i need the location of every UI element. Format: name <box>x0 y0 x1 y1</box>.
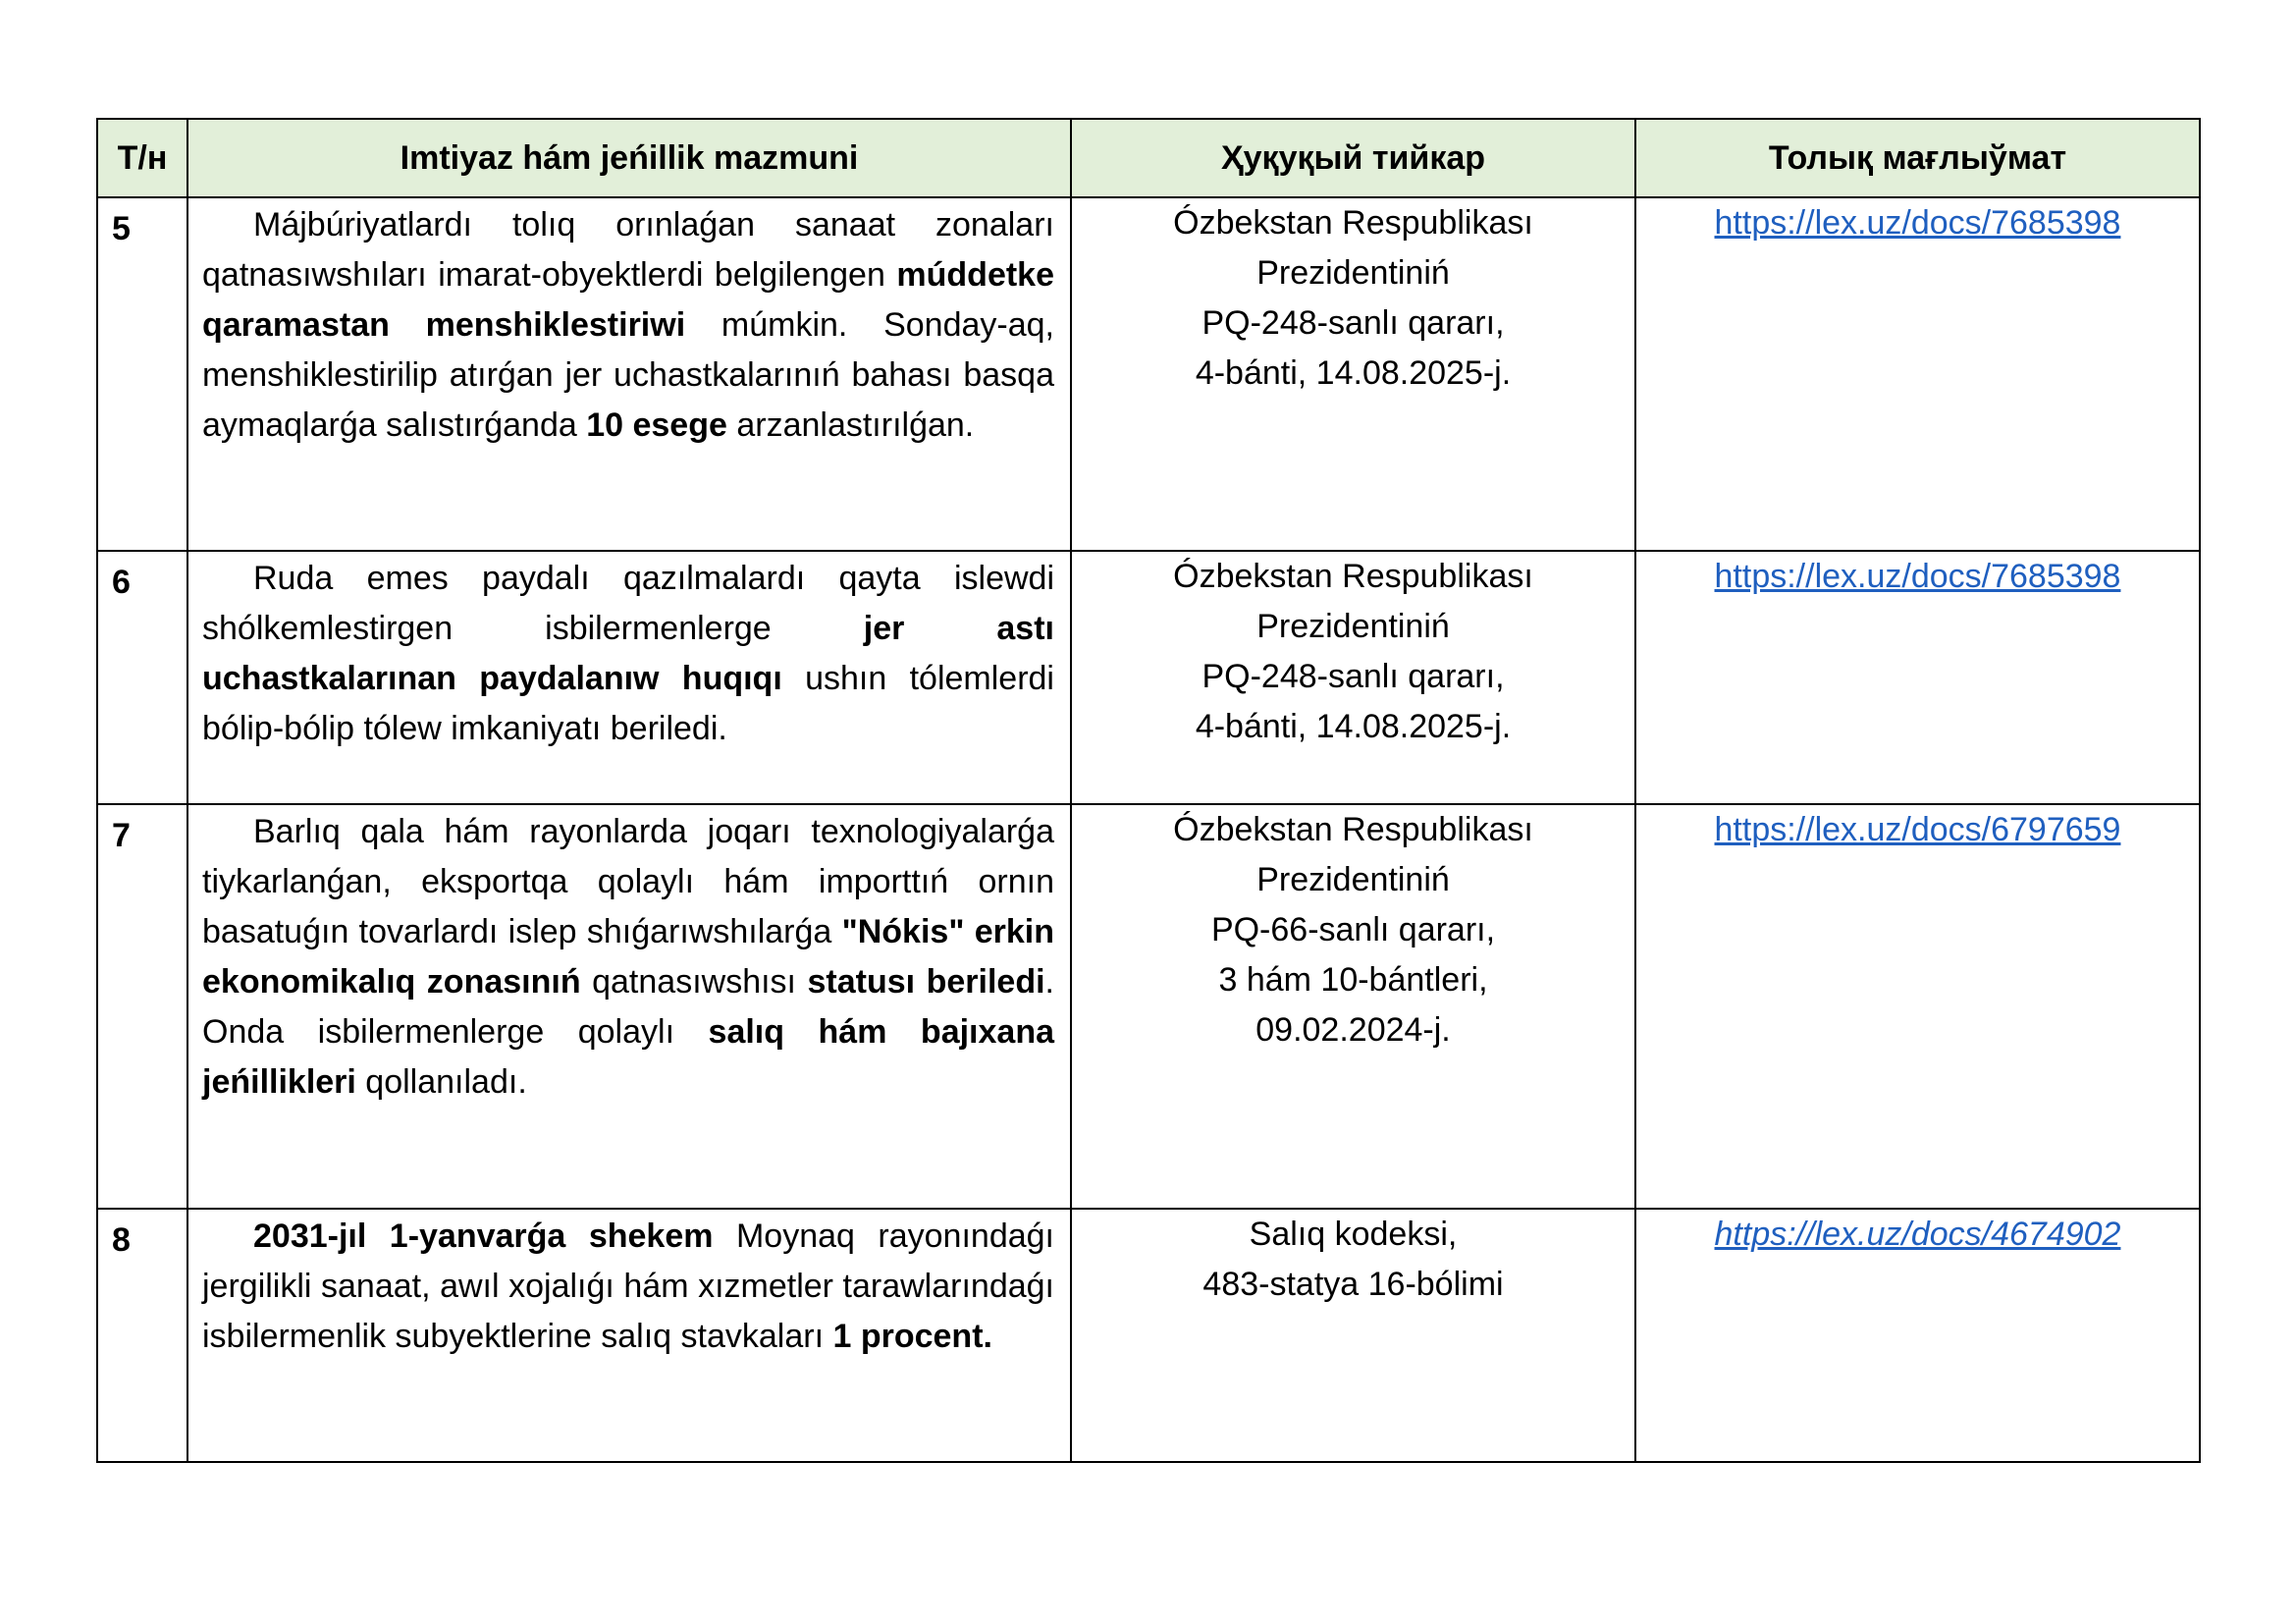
benefit-text-run: qatnasıwshısı <box>580 963 808 1001</box>
benefit-text-run: Barlıq qala hám rayonlarda joqarı texnologiyalarǵa tiykarlanǵan, eksportqa qolaylı hám importtıń ornın basatuǵın tovarlardı islep shıǵarıwshılarǵa <box>202 813 1054 950</box>
header-full-info: Толық мағлыўмат <box>1635 119 2200 197</box>
table-row <box>97 804 2200 1209</box>
lex-uz-link[interactable]: https://lex.uz/docs/7685398 <box>1714 558 2121 595</box>
legal-basis <box>1071 551 1635 804</box>
benefit-text-run: Májbúriyatlardı tolıq orınlaǵan sanaat zonaları qatnasıwshıları imarat-obyektlerdi belgilengen <box>202 206 1054 294</box>
legal-basis-line: 4-bánti, 14.08.2025-j. <box>1195 354 1512 392</box>
row-number: 8 <box>97 1209 187 1462</box>
full-info-cell <box>1635 197 2200 551</box>
row-number: 7 <box>97 804 187 1209</box>
table-row <box>97 197 2200 551</box>
legal-basis-line: Prezidentiniń <box>1256 861 1450 898</box>
full-info-cell <box>1635 804 2200 1209</box>
benefit-text-bold: 10 esege <box>586 406 727 444</box>
header-legal-basis: Ҳуқуқый тийкар <box>1071 119 1635 197</box>
benefit-text-run: ushın tólemlerdi bólip-bólip tólew imkaniyatı beriledi. <box>202 660 1054 747</box>
header-row <box>97 119 2200 197</box>
benefit-text-run: . Onda isbilermenlerge qolaylı <box>202 963 1054 1051</box>
table-body <box>97 197 2200 1462</box>
legal-basis-line: Ózbekstan Respublikası <box>1173 558 1533 595</box>
lex-uz-link[interactable]: https://lex.uz/docs/4674902 <box>1714 1216 2121 1253</box>
benefit-text <box>202 807 1054 1108</box>
benefit-text-run: qollanıladı. <box>355 1063 527 1101</box>
benefit-text-bold: "Nókis" erkin ekonomikalıq zonasınıń <box>202 913 1054 1001</box>
legal-basis-line: 4-bánti, 14.08.2025-j. <box>1195 708 1512 745</box>
legal-basis-line: 09.02.2024-j. <box>1255 1011 1451 1049</box>
legal-basis-line: Prezidentiniń <box>1256 608 1450 645</box>
benefit-text-bold: salıq hám bajıxana jeńillikleri <box>202 1013 1054 1101</box>
header-content: Imtiyaz hám jeńillik mazmuni <box>187 119 1071 197</box>
benefit-text-run: arzanlastırılǵan. <box>726 406 975 444</box>
lex-uz-link[interactable]: https://lex.uz/docs/6797659 <box>1714 811 2121 848</box>
legal-basis-line: Ózbekstan Respublikası <box>1173 204 1533 242</box>
legal-basis-line: 483-statya 16-bólimi <box>1202 1266 1504 1303</box>
legal-basis-line: PQ-248-sanlı qararı, <box>1201 658 1505 695</box>
table-row <box>97 551 2200 804</box>
benefit-text <box>202 554 1054 754</box>
benefit-text-bold: 2031-jıl 1-yanvarǵa shekem <box>253 1218 714 1255</box>
benefit-text-run: múmkin. Sonday-aq, menshiklestirilip atırǵan jer uchastkalarınıń bahası basqa aymaqlarǵa salıstırǵanda <box>202 306 1054 444</box>
full-info-cell <box>1635 1209 2200 1462</box>
benefits-table <box>96 118 2201 1463</box>
benefit-content <box>187 804 1071 1209</box>
legal-basis-line: PQ-66-sanlı qararı, <box>1210 911 1496 948</box>
table-row <box>97 1209 2200 1462</box>
benefit-text <box>202 1212 1054 1362</box>
benefit-content <box>187 1209 1071 1462</box>
full-info-cell <box>1635 551 2200 804</box>
legal-basis-line: Ózbekstan Respublikası <box>1173 811 1533 848</box>
benefit-text <box>202 200 1054 451</box>
lex-uz-link[interactable]: https://lex.uz/docs/7685398 <box>1714 204 2121 242</box>
benefit-text-bold: múddetke qaramastan menshiklestiriwi <box>202 256 1054 344</box>
table-header <box>97 119 2200 197</box>
legal-basis <box>1071 1209 1635 1462</box>
benefit-text-bold: 1 procent. <box>832 1318 992 1355</box>
benefit-content <box>187 551 1071 804</box>
legal-basis <box>1071 197 1635 551</box>
legal-basis-line: 3 hám 10-bántleri, <box>1218 961 1488 999</box>
row-number: 6 <box>97 551 187 804</box>
benefit-content <box>187 197 1071 551</box>
header-num: Т/н <box>97 119 187 197</box>
benefit-text-run: Ruda emes paydalı qazılmalardı qayta islewdi shólkemlestirgen isbilermenlerge <box>202 560 1054 647</box>
benefit-text-run: Moynaq rayonındaǵı jergilikli sanaat, awıl xojalıǵı hám xızmetler tarawlarındaǵı isbilermenlik subyektlerine salıq stavkaları <box>202 1218 1054 1355</box>
legal-basis-line: Prezidentiniń <box>1256 254 1450 292</box>
legal-basis-line: PQ-248-sanlı qararı, <box>1201 304 1505 342</box>
legal-basis <box>1071 804 1635 1209</box>
benefit-text-bold: jer astı uchastkalarınan paydalanıw huqıqı <box>202 610 1054 697</box>
benefit-text-bold: statusı beriledi <box>807 963 1045 1001</box>
row-number: 5 <box>97 197 187 551</box>
legal-basis-line: Salıq kodeksi, <box>1249 1216 1458 1253</box>
